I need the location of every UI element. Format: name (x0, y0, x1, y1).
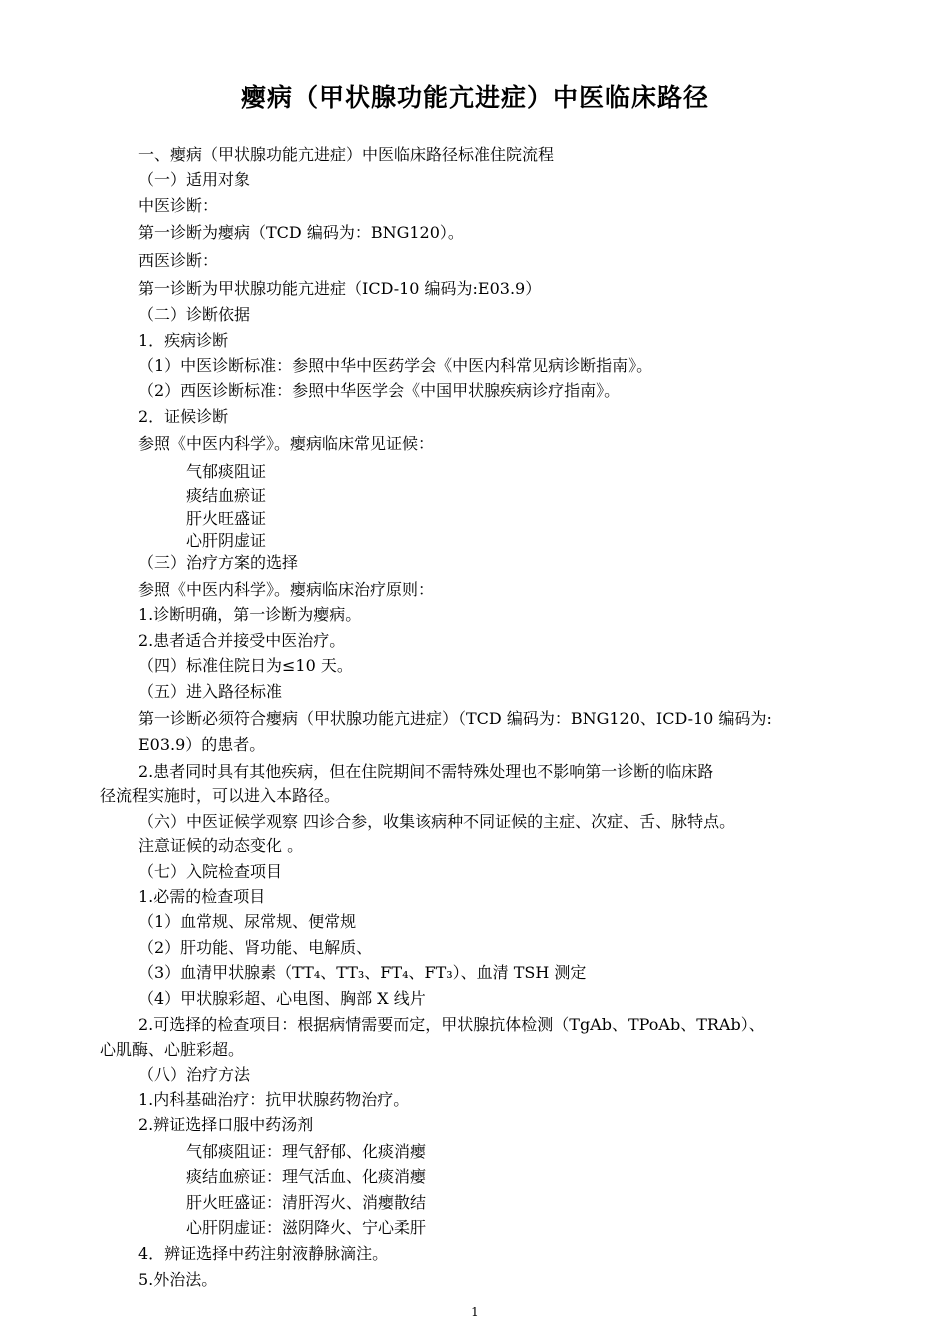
text-line: E03.9）的患者。 (138, 735, 266, 754)
subsection-heading: （六）中医证候学观察 四诊合参，收集该病种不同证候的主症、次症、舌、脉特点。 (138, 812, 736, 831)
text-line: 2.患者适合并接受中医治疗。 (138, 631, 346, 650)
list-item: 心肝阴虚证 (186, 531, 267, 550)
text-line: 心肌酶、心脏彩超。 (100, 1040, 245, 1059)
list-item: 心肝阴虚证：滋阴降火、宁心柔肝 (186, 1218, 427, 1237)
text-line: 2.辨证选择口服中药汤剂 (138, 1115, 314, 1134)
list-item: 气郁痰阻证 (186, 462, 267, 481)
list-item: 肝火旺盛证：清肝泻火、消瘿散结 (186, 1193, 427, 1212)
text-line: （3）血清甲状腺素（TT₄、TT₃、FT₄、FT₃）、血清 TSH 测定 (138, 963, 587, 982)
subsection-heading: （二）诊断依据 (138, 305, 251, 324)
text-line: 2.患者同时具有其他疾病，但在住院期间不需特殊处理也不影响第一诊断的临床路 (138, 762, 714, 781)
subsection-heading: （七）入院检查项目 (138, 862, 283, 881)
text-line: 1.内科基础治疗：抗甲状腺药物治疗。 (138, 1090, 410, 1109)
subsection-heading: （三）治疗方案的选择 (138, 553, 299, 572)
text-line: 第一诊断为瘿病（TCD 编码为：BNG120）。 (138, 223, 464, 242)
subsection-heading: （五）进入路径标准 (138, 682, 283, 701)
text-line: 注意证候的动态变化 。 (138, 836, 304, 855)
text-line: （2）西医诊断标准：参照中华医学会《中国甲状腺疾病诊疗指南》。 (138, 381, 621, 400)
text-line: 参照《中医内科学》。瘿病临床常见证候： (138, 434, 435, 453)
text-line: 1.诊断明确，第一诊断为瘿病。 (138, 605, 362, 624)
text-line: 径流程实施时，可以进入本路径。 (100, 786, 341, 805)
text-line: 第一诊断为甲状腺功能亢进症（ICD-10 编码为:E03.9） (138, 279, 542, 298)
list-item: 气郁痰阻证：理气舒郁、化痰消瘿 (186, 1142, 427, 1161)
page-title: 瘿病（甲状腺功能亢进症）中医临床路径 (240, 83, 709, 112)
subsection-heading: （八）治疗方法 (138, 1065, 251, 1084)
text-line: 第一诊断必须符合瘿病（甲状腺功能亢进症）（TCD 编码为：BNG120、ICD-10 编码为: (138, 709, 772, 728)
subsection-heading: （四）标准住院日为≤10 天。 (138, 656, 353, 675)
text-line: 参照《中医内科学》。瘿病临床治疗原则： (138, 580, 435, 599)
text-line: 5.外治法。 (138, 1270, 218, 1289)
text-line: 4．辨证选择中药注射液静脉滴注。 (138, 1244, 389, 1263)
page-number: 1 (471, 1305, 479, 1319)
text-line: 中医诊断： (138, 196, 219, 215)
text-line: 1.必需的检查项目 (138, 887, 266, 906)
list-item: 痰结血瘀证 (186, 486, 267, 505)
text-line: 1．疾病诊断 (138, 331, 229, 350)
text-line: （2）肝功能、肾功能、电解质、 (138, 938, 373, 957)
text-line: （4）甲状腺彩超、心电图、胸部 X 线片 (138, 989, 426, 1008)
text-line: 西医诊断： (138, 251, 219, 270)
text-line: 2.可选择的检查项目：根据病情需要而定，甲状腺抗体检测（TgAb、TPoAb、TRAb）、 (138, 1015, 765, 1034)
text-line: 2．证候诊断 (138, 407, 229, 426)
text-line: （1）血常规、尿常规、便常规 (138, 912, 357, 931)
section-heading: 一、瘿病（甲状腺功能亢进症）中医临床路径标准住院流程 (138, 145, 555, 164)
text-line: （1）中医诊断标准：参照中华中医药学会《中医内科常见病诊断指南》。 (138, 356, 653, 375)
list-item: 肝火旺盛证 (186, 509, 267, 528)
subsection-heading: （一）适用对象 (138, 170, 251, 189)
list-item: 痰结血瘀证：理气活血、化痰消瘿 (186, 1167, 427, 1186)
